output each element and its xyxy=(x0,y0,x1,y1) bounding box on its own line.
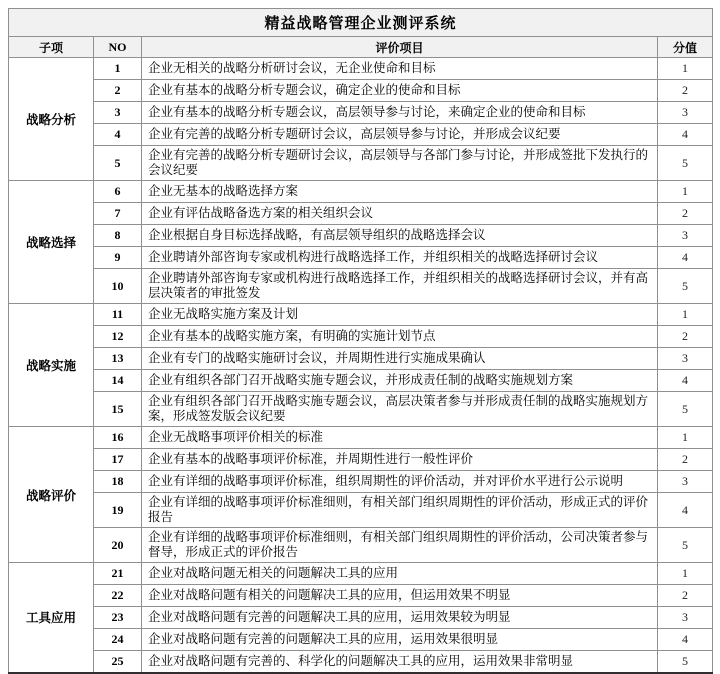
evaluation-item-text: 企业有评估战略备选方案的相关组织会议 xyxy=(142,203,658,225)
table-row xyxy=(9,427,713,449)
title-row xyxy=(9,9,713,37)
row-number: 22 xyxy=(94,585,142,607)
table-row xyxy=(9,471,713,493)
row-number: 20 xyxy=(94,528,142,563)
evaluation-item-text: 企业无战略实施方案及计划 xyxy=(142,304,658,326)
evaluation-item-text: 企业有基本的战略分析专题会议，确定企业的使命和目标 xyxy=(142,80,658,102)
score-value: 1 xyxy=(658,304,713,326)
table-row xyxy=(9,247,713,269)
score-value: 1 xyxy=(658,58,713,80)
evaluation-item-text: 企业有详细的战略事项评价标准细则，有相关部门组织周期性的评价活动，形成正式的评价报告 xyxy=(142,493,658,528)
row-number: 21 xyxy=(94,563,142,585)
table-row xyxy=(9,528,713,563)
table-row xyxy=(9,493,713,528)
row-number: 3 xyxy=(94,102,142,124)
score-value: 1 xyxy=(658,563,713,585)
row-number: 16 xyxy=(94,427,142,449)
row-number: 25 xyxy=(94,651,142,673)
table-row xyxy=(9,651,713,673)
evaluation-item-text: 企业有基本的战略分析专题会议，高层领导参与讨论，来确定企业的使命和目标 xyxy=(142,102,658,124)
table-row xyxy=(9,225,713,247)
evaluation-item-text: 企业对战略问题有相关的问题解决工具的应用，但运用效果不明显 xyxy=(142,585,658,607)
evaluation-item-text: 企业有完善的战略分析专题研讨会议，高层领导与各部门参与讨论，并形成签批下发执行的会议纪要 xyxy=(142,146,658,181)
table-row xyxy=(9,370,713,392)
table-row xyxy=(9,203,713,225)
score-value: 4 xyxy=(658,493,713,528)
row-number: 14 xyxy=(94,370,142,392)
score-value: 4 xyxy=(658,247,713,269)
column-header-group: 子项 xyxy=(9,37,94,58)
page-title: 精益战略管理企业测评系统 xyxy=(9,9,713,37)
score-value: 2 xyxy=(658,449,713,471)
table-row xyxy=(9,607,713,629)
evaluation-item-text: 企业无战略事项评价相关的标准 xyxy=(142,427,658,449)
row-number: 10 xyxy=(94,269,142,304)
row-number: 7 xyxy=(94,203,142,225)
row-number: 18 xyxy=(94,471,142,493)
evaluation-item-text: 企业有详细的战略事项评价标准细则，有相关部门组织周期性的评价活动，公司决策者参与督导，形成正式的评价报告 xyxy=(142,528,658,563)
score-value: 5 xyxy=(658,528,713,563)
table-row xyxy=(9,563,713,585)
score-value: 3 xyxy=(658,102,713,124)
table-row xyxy=(9,629,713,651)
score-value: 2 xyxy=(658,203,713,225)
table-row xyxy=(9,269,713,304)
score-value: 3 xyxy=(658,607,713,629)
score-value: 2 xyxy=(658,585,713,607)
table-row xyxy=(9,449,713,471)
score-value: 4 xyxy=(658,629,713,651)
table-row xyxy=(9,102,713,124)
evaluation-item-text: 企业聘请外部咨询专家或机构进行战略选择工作，并组织相关的战略选择研讨会议 xyxy=(142,247,658,269)
row-number: 17 xyxy=(94,449,142,471)
evaluation-table xyxy=(8,8,713,674)
table-row xyxy=(9,146,713,181)
column-header-score: 分值 xyxy=(658,37,713,58)
table-row xyxy=(9,181,713,203)
score-value: 3 xyxy=(658,225,713,247)
evaluation-item-text: 企业有完善的战略分析专题研讨会议，高层领导参与讨论，并形成会议纪要 xyxy=(142,124,658,146)
row-number: 23 xyxy=(94,607,142,629)
table-body xyxy=(9,58,713,673)
evaluation-item-text: 企业有基本的战略事项评价标准，并周期性进行一般性评价 xyxy=(142,449,658,471)
row-number: 15 xyxy=(94,392,142,427)
row-number: 11 xyxy=(94,304,142,326)
group-label: 战略实施 xyxy=(9,304,94,427)
group-label: 战略评价 xyxy=(9,427,94,563)
table-row xyxy=(9,80,713,102)
table-row xyxy=(9,326,713,348)
column-header-no: NO xyxy=(94,37,142,58)
evaluation-item-text: 企业有专门的战略实施研讨会议，并周期性进行实施成果确认 xyxy=(142,348,658,370)
evaluation-item-text: 企业有详细的战略事项评价标准，组织周期性的评价活动，并对评价水平进行公示说明 xyxy=(142,471,658,493)
score-value: 1 xyxy=(658,181,713,203)
evaluation-item-text: 企业对战略问题有完善的问题解决工具的应用，运用效果较为明显 xyxy=(142,607,658,629)
table-row xyxy=(9,58,713,80)
row-number: 4 xyxy=(94,124,142,146)
evaluation-item-text: 企业聘请外部咨询专家或机构进行战略选择工作，并组织相关的战略选择研讨会议，并有高层决策者的审批签发 xyxy=(142,269,658,304)
row-number: 1 xyxy=(94,58,142,80)
evaluation-item-text: 企业有组织各部门召开战略实施专题会议，高层决策者参与并形成责任制的战略实施规划方案，形成签发版会议纪要 xyxy=(142,392,658,427)
table-row xyxy=(9,124,713,146)
score-value: 5 xyxy=(658,392,713,427)
score-value: 3 xyxy=(658,471,713,493)
row-number: 19 xyxy=(94,493,142,528)
evaluation-item-text: 企业对战略问题有完善的问题解决工具的应用，运用效果很明显 xyxy=(142,629,658,651)
row-number: 13 xyxy=(94,348,142,370)
group-label: 战略选择 xyxy=(9,181,94,304)
column-header-item: 评价项目 xyxy=(142,37,658,58)
row-number: 8 xyxy=(94,225,142,247)
row-number: 9 xyxy=(94,247,142,269)
score-value: 4 xyxy=(658,370,713,392)
score-value: 5 xyxy=(658,651,713,673)
row-number: 6 xyxy=(94,181,142,203)
group-label: 战略分析 xyxy=(9,58,94,181)
table-row xyxy=(9,304,713,326)
score-value: 2 xyxy=(658,80,713,102)
evaluation-item-text: 企业对战略问题无相关的问题解决工具的应用 xyxy=(142,563,658,585)
group-label: 工具应用 xyxy=(9,563,94,673)
score-value: 2 xyxy=(658,326,713,348)
evaluation-item-text: 企业有基本的战略实施方案，有明确的实施计划节点 xyxy=(142,326,658,348)
score-value: 5 xyxy=(658,146,713,181)
evaluation-item-text: 企业无基本的战略选择方案 xyxy=(142,181,658,203)
score-value: 4 xyxy=(658,124,713,146)
evaluation-item-text: 企业根据自身目标选择战略，有高层领导组织的战略选择会议 xyxy=(142,225,658,247)
row-number: 12 xyxy=(94,326,142,348)
header-row xyxy=(9,37,713,58)
evaluation-item-text: 企业无相关的战略分析研讨会议，无企业使命和目标 xyxy=(142,58,658,80)
table-row xyxy=(9,392,713,427)
score-value: 5 xyxy=(658,269,713,304)
score-value: 1 xyxy=(658,427,713,449)
table-row xyxy=(9,585,713,607)
score-value: 3 xyxy=(658,348,713,370)
row-number: 24 xyxy=(94,629,142,651)
row-number: 5 xyxy=(94,146,142,181)
evaluation-item-text: 企业有组织各部门召开战略实施专题会议，并形成责任制的战略实施规划方案 xyxy=(142,370,658,392)
row-number: 2 xyxy=(94,80,142,102)
evaluation-item-text: 企业对战略问题有完善的、科学化的问题解决工具的应用，运用效果非常明显 xyxy=(142,651,658,673)
table-row xyxy=(9,348,713,370)
